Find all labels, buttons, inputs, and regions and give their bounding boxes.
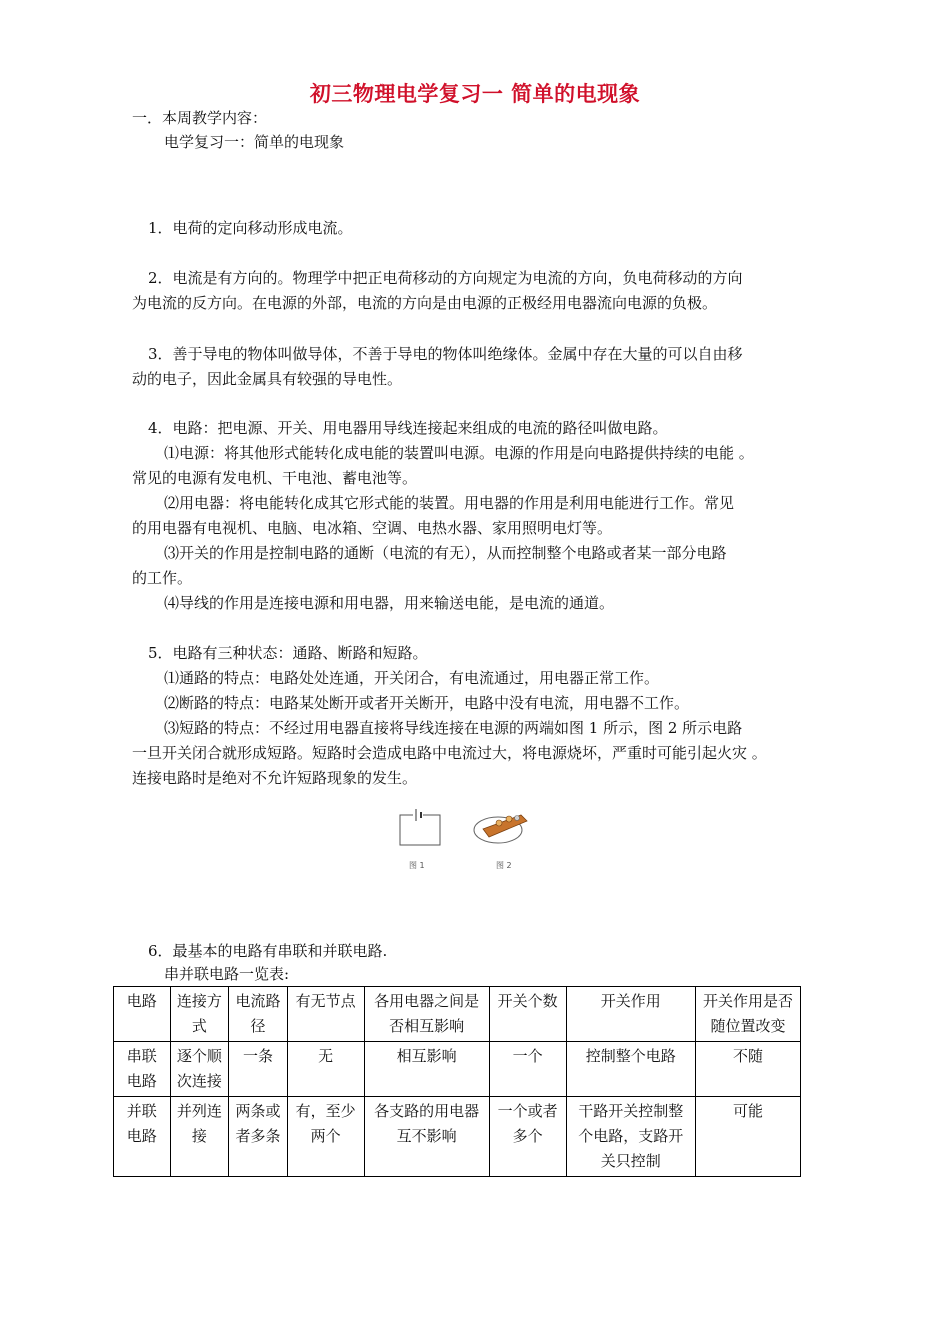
table-header-row	[114, 987, 801, 1042]
figure-2-circuit	[474, 815, 527, 843]
table-header-cell: 电路	[114, 987, 171, 1042]
paragraph-4-3-line-2: 的工作。	[132, 569, 193, 587]
paragraph-2-line-1: 2．电流是有方向的。物理学中把正电荷移动的方向规定为电流的方向，负电荷移动的方向	[148, 269, 743, 287]
table-header-cell: 电流路径	[229, 987, 288, 1042]
figure-2-caption: 图 2	[496, 861, 512, 870]
table-header-cell: 有无节点	[287, 987, 364, 1042]
table-cell: 一条	[229, 1042, 288, 1097]
table-cell: 控制整个电路	[566, 1042, 695, 1097]
paragraph-3-line-1: 3．善于导电的物体叫做导体，不善于导电的物体叫绝缘体。金属中存在大量的可以自由移	[148, 345, 743, 363]
table-cell: 有，至少两个	[287, 1097, 364, 1177]
table-header-cell: 各用电器之间是否相互影响	[364, 987, 489, 1042]
table-cell: 一个	[489, 1042, 566, 1097]
paragraph-4-1-line-2: 常见的电源有发电机、干电池、蓄电池等。	[132, 469, 418, 487]
circuit-comparison-table	[113, 986, 801, 1177]
paragraph-2-line-2: 为电流的反方向。在电源的外部，电流的方向是由电源的正极经用电器流向电源的负极。	[132, 294, 718, 312]
paragraph-4-4: ⑷导线的作用是连接电源和用电器，用来输送电能，是电流的通道。	[164, 594, 615, 612]
table-header-cell: 开关个数	[489, 987, 566, 1042]
table-cell: 并联电路	[114, 1097, 171, 1177]
table-cell: 不随	[695, 1042, 800, 1097]
paragraph-5-3-line-3: 连接电路时是绝对不允许短路现象的发生。	[132, 769, 418, 787]
paragraph-4-2-line-1: ⑵用电器：将电能转化成其它形式能的装置。用电器的作用是利用电能进行工作。常见	[164, 494, 735, 512]
paragraph-5-3-line-2: 一旦开关闭合就形成短路。短路时会造成电路中电流过大，将电源烧坏，严重时可能引起火灾 。	[132, 744, 767, 762]
paragraph-5-3-line-1: ⑶短路的特点：不经过用电器直接将导线连接在电源的两端如图 1 所示，图 2 所示电路	[164, 719, 743, 737]
paragraph-4-3-line-1: ⑶开关的作用是控制电路的通断（电流的有无），从而控制整个电路或者某一部分电路	[164, 544, 727, 562]
paragraph-4: 4．电路：把电源、开关、用电器用导线连接起来组成的电流的路径叫做电路。	[148, 419, 668, 437]
table-cell: 并列连接	[170, 1097, 229, 1177]
paragraph-5-2: ⑵断路的特点：电路某处断开或者开关断开，电路中没有电流，用电器不工作。	[164, 694, 690, 712]
paragraph-4-2-line-2: 的用电器有电视机、电脑、电冰箱、空调、电热水器、家用照明电灯等。	[132, 519, 613, 537]
table-cell: 逐个顺次连接	[170, 1042, 229, 1097]
page-title: 初三物理电学复习一 简单的电现象	[309, 82, 641, 106]
table-header-cell: 开关作用是否随位置改变	[695, 987, 800, 1042]
paragraph-5: 5．电路有三种状态：通路、断路和短路。	[148, 644, 428, 662]
table-cell: 两条或者多条	[229, 1097, 288, 1177]
paragraph-4-1-line-1: ⑴电源：将其他形式能转化成电能的装置叫电源。电源的作用是向电路提供持续的电能 。	[164, 444, 754, 462]
table-cell: 相互影响	[364, 1042, 489, 1097]
table-cell: 无	[287, 1042, 364, 1097]
section-label: 一．本周教学内容：	[132, 109, 268, 127]
table-cell: 各支路的用电器互不影响	[364, 1097, 489, 1177]
table-header-cell: 连接方式	[170, 987, 229, 1042]
table-row	[114, 1097, 801, 1177]
table-cell: 可能	[695, 1097, 800, 1177]
figure-1-caption: 图 1	[409, 861, 425, 870]
section-topic: 电学复习一：简单的电现象	[164, 133, 345, 151]
table-header-cell: 开关作用	[566, 987, 695, 1042]
table-cell: 一个或者多个	[489, 1097, 566, 1177]
table-cell: 干路开关控制整个电路，支路开关只控制	[566, 1097, 695, 1177]
table-row	[114, 1042, 801, 1097]
paragraph-6: 6．最基本的电路有串联和并联电路.	[148, 942, 388, 960]
paragraph-3-line-2: 动的电子，因此金属具有较强的导电性。	[132, 370, 403, 388]
table-caption: 串并联电路一览表:	[164, 965, 290, 983]
figure-1-circuit	[400, 809, 440, 845]
paragraph-1: 1．电荷的定向移动形成电流。	[148, 219, 353, 237]
table-cell: 串联电路	[114, 1042, 171, 1097]
paragraph-5-1: ⑴通路的特点：电路处处连通，开关闭合，有电流通过，用电器正常工作。	[164, 669, 660, 687]
